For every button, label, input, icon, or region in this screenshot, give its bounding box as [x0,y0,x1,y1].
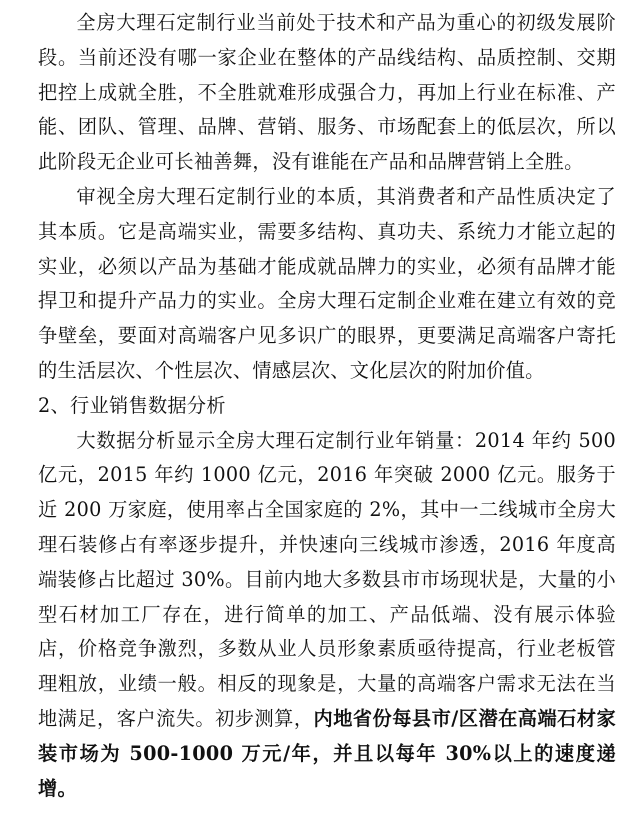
paragraph-industry-essence: 审视全房大理石定制行业的本质，其消费者和产品性质决定了其本质。它是高端实业，需要多结构、真功夫、系统力才能立起的实业，必须以产品为基础才能成就品牌力的实业，必须有品牌才能捍卫和提升产品力的实业。全房大理石定制企业难在建立有效的竞争壁垒，要面对高端客户见多识广的眼界，更要满足高端客户寄托的生活层次、个性层次、情感层次、文化层次的附加价值。 [38,184,616,382]
paragraph-industry-stage: 全房大理石定制行业当前处于技术和产品为重心的初级发展阶段。当前还没有哪一家企业在整体的产品线结构、品质控制、交期把控上成就全胜，不全胜就难形成强合力，再加上行业在标准、产能、团队、管理、品牌、营销、服务、市场配套上的低层次，所以此阶段无企业可长袖善舞，没有谁能在产品和品牌营销上全胜。 [38,11,616,174]
section-heading: 2、行业销售数据分析 [38,393,226,417]
sales-analysis-text: 大数据分析显示全房大理石定制行业年销量：2014 年约 500 亿元，2015 年约 1000 亿元，2016 年突破 2000 亿元。服务于近 200 万家庭，使用率占全国家庭的 2%，其中一二线城市全房大理石装修占有率逐步提升，并快速向三线城市渗透，2016 年度高端装修占比超过 30%。目前内地大多数县市市场现状是，大量的小型石材加工厂存在，进行简单的加工、产品低端、没有展示体验店，价格竞争激烈，多数从业人员形象素质亟待提高，行业老板管理粗放，业绩一般。相反的现象是，大量的高端客户需求无法在当地满足，客户流失。初步测算， [38,428,616,730]
sales-analysis-bold-text: 内地省份每县市/区潜在高端石材家装市场为 500-1000 万元/年，并且以每年 30%以上的速度递增。 [38,706,617,800]
paragraph-sales-analysis [38,424,616,807]
